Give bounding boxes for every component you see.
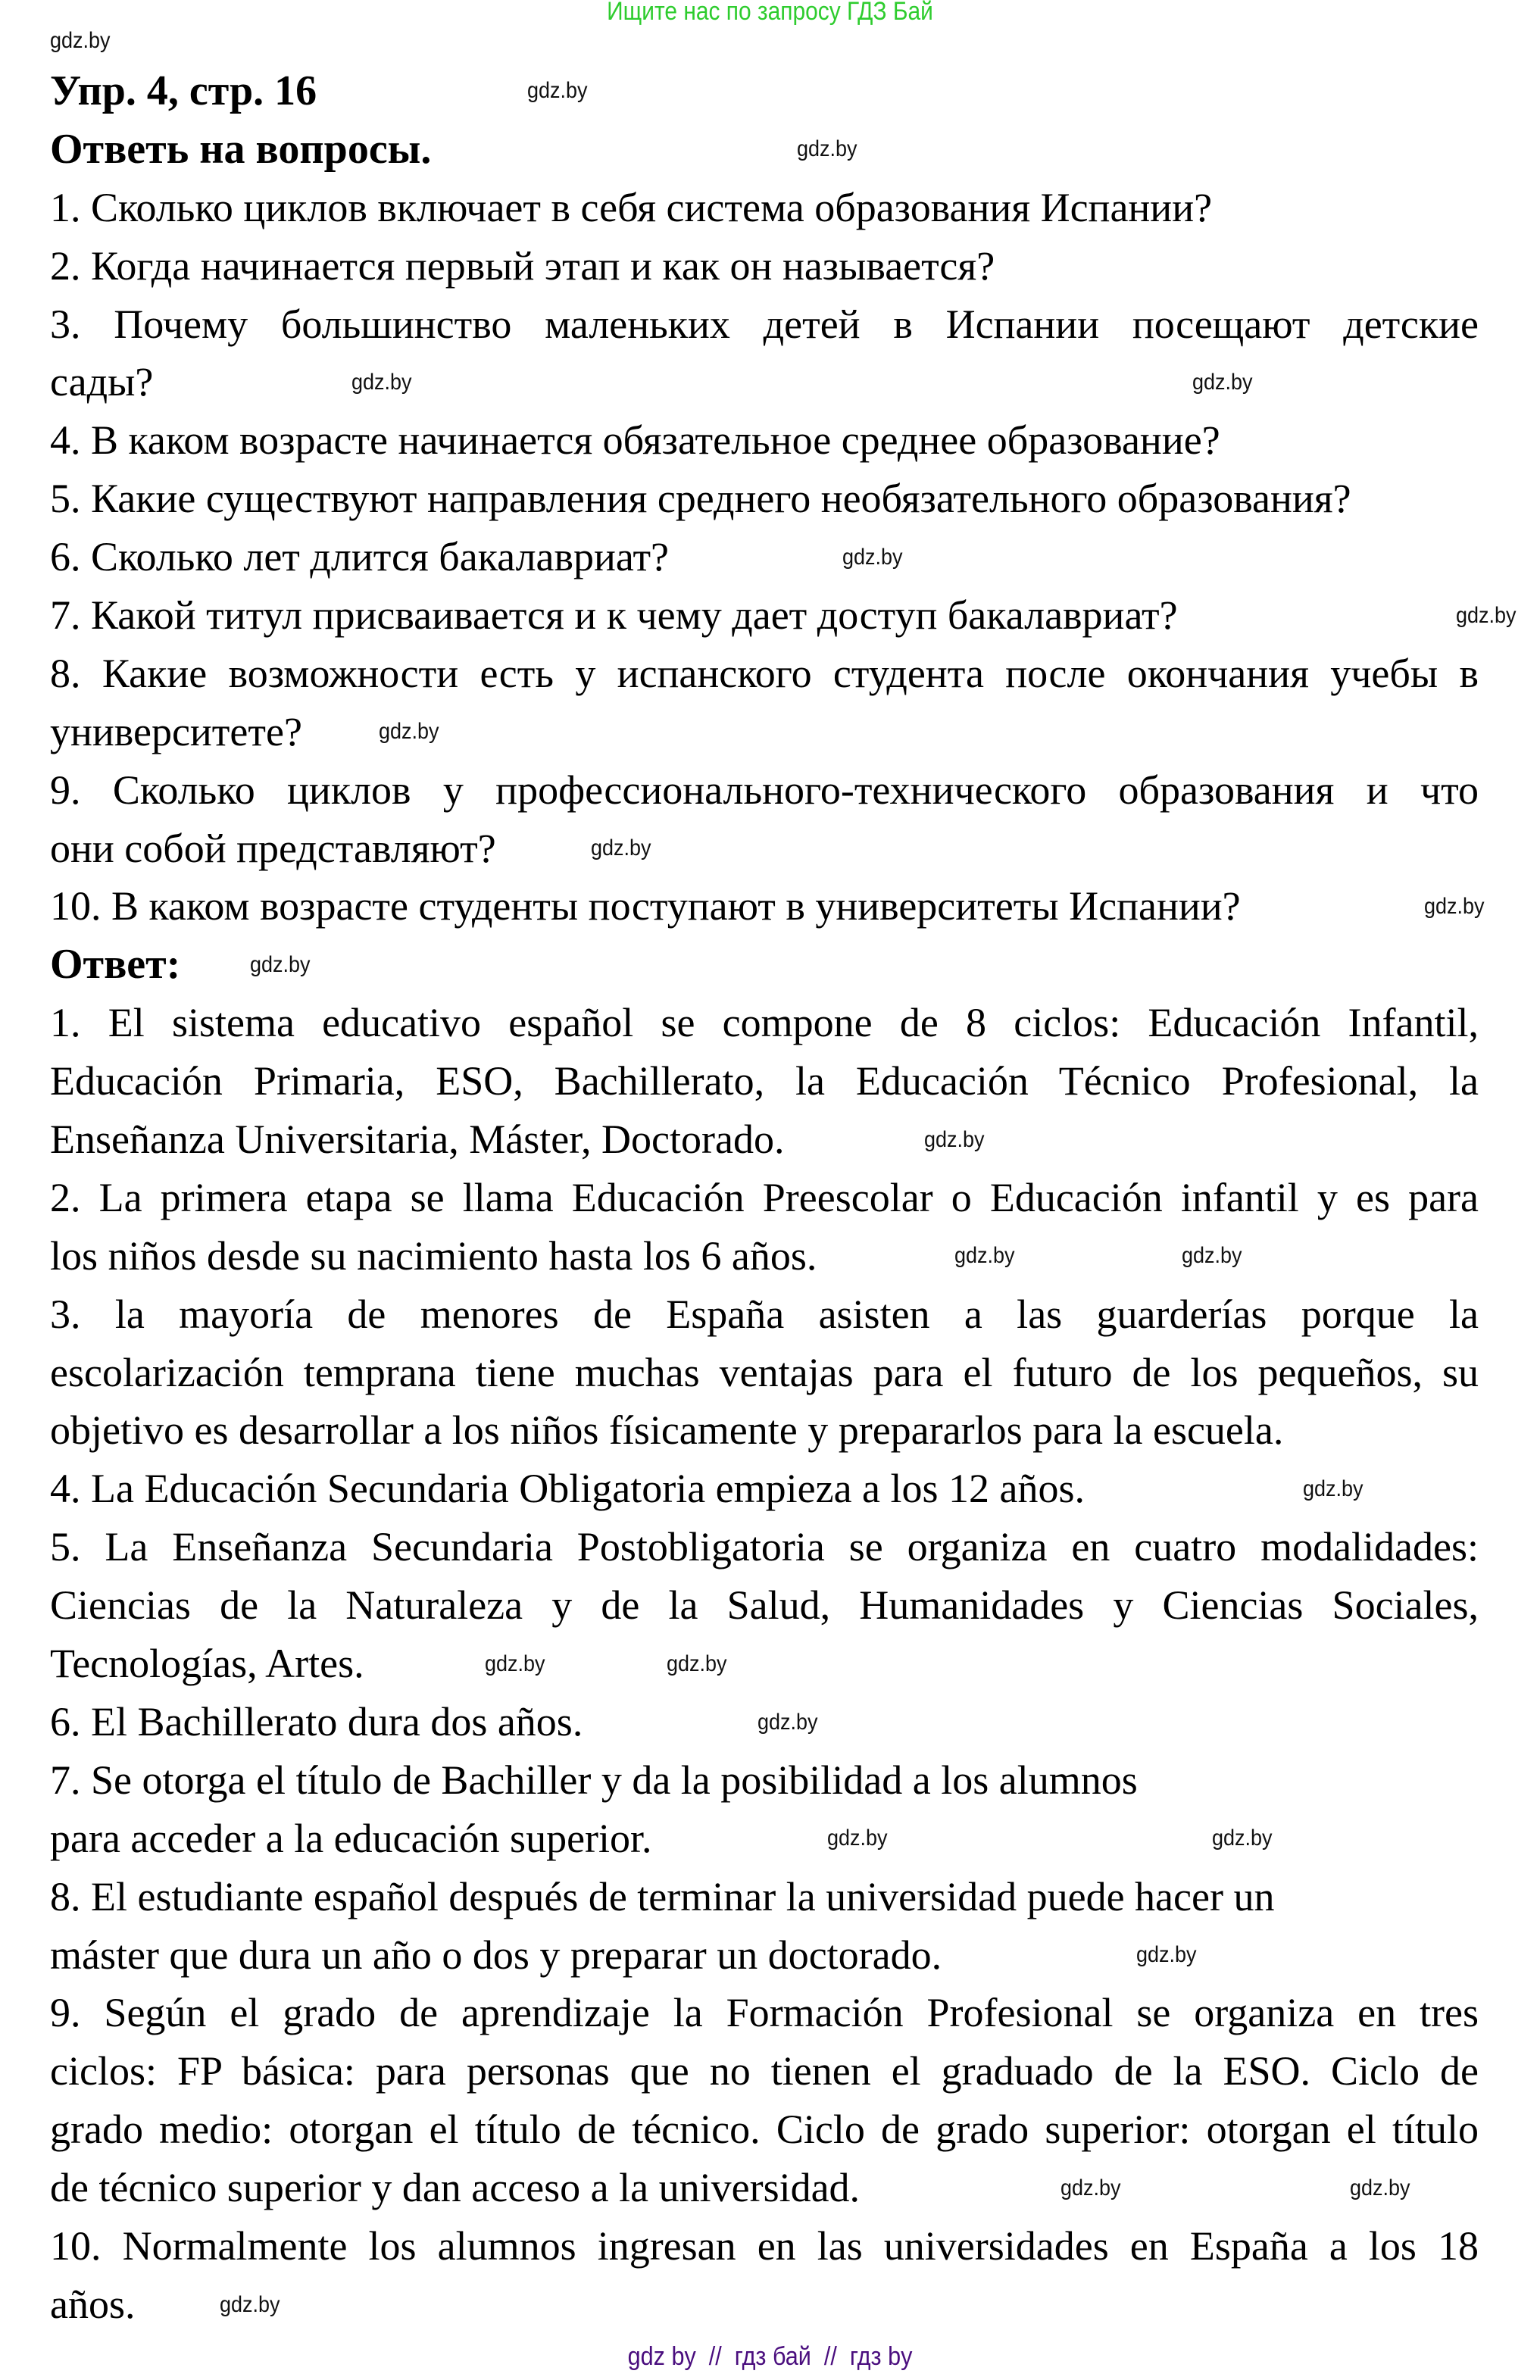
watermark-label: gdz.by bbox=[485, 1651, 545, 1676]
exercise-title: Упр. 4, стр. 16 bbox=[50, 67, 317, 114]
watermark-label: gdz.by bbox=[351, 369, 412, 395]
watermark-label: gdz.by bbox=[591, 835, 651, 861]
question-3-line: 3. Почему большинство маленьких детей в Испании посещают детские bbox=[50, 301, 1479, 347]
answer-10-line: años. bbox=[50, 2281, 136, 2327]
watermark-label: gdz.by bbox=[797, 136, 857, 162]
watermark-label: gdz.by bbox=[379, 719, 439, 745]
watermark-label: gdz.by bbox=[842, 544, 903, 570]
question-8-line: 8. Какие возможности есть у испанского студента после окончания учебы в bbox=[50, 650, 1479, 696]
answer-9-line: ciclos: FP básica: para personas que no tienen el graduado de la ESO. Ciclo de bbox=[50, 2048, 1479, 2094]
answer-9-line: grado medio: otorgan el título de técnico. Ciclo de grado superior: otorgan el título bbox=[50, 2107, 1479, 2153]
answer-8-line: 8. El estudiante español después de terminar la universidad puede hacer un bbox=[50, 1873, 1275, 1919]
answer-3-line: 3. la mayoría de menores de España asisten a las guarderías porque la bbox=[50, 1291, 1479, 1337]
watermark-label: gdz.by bbox=[667, 1651, 727, 1676]
questions-heading: Ответь на вопросы. bbox=[50, 125, 432, 173]
watermark-label: gdz.by bbox=[220, 2291, 280, 2317]
watermark-label: gdz.by bbox=[527, 78, 588, 104]
watermark-label: gdz.by bbox=[1136, 1942, 1197, 1968]
footer-watermark: gdz by // гдз бай // гдз by bbox=[627, 2342, 913, 2371]
answer-6-line: 6. El Bachillerato dura dos años. bbox=[50, 1698, 583, 1744]
search-banner: Ищите нас по запросу ГДЗ Бай bbox=[607, 0, 933, 26]
answer-8-line: máster que dura un año o dos y preparar un doctorado. bbox=[50, 1932, 942, 1978]
watermark-label: gdz.by bbox=[1456, 602, 1517, 628]
question-9-line: они собой представляют? bbox=[50, 825, 496, 871]
question-7-line: 7. Какой титул присваивается и к чему дает доступ бакалавриат? bbox=[50, 592, 1178, 639]
watermark-label: gdz.by bbox=[827, 1826, 888, 1851]
question-2-line: 2. Когда начинается первый этап и как он называется? bbox=[50, 242, 995, 289]
question-10-line: 10. В каком возрасте студенты поступают в университеты Испании? bbox=[50, 883, 1241, 929]
answer-5-line: Ciencias de la Naturaleza y de la Salud, Humanidades y Ciencias Sociales, bbox=[50, 1582, 1479, 1629]
answer-9-line: 9. Según el grado de aprendizaje la Formación Profesional se organiza en tres bbox=[50, 1990, 1479, 2036]
answer-7-line: 7. Se otorga el título de Bachiller y da la posibilidad a los alumnos bbox=[50, 1757, 1138, 1803]
answer-3-line: escolarización temprana tiene muchas ventajas para el futuro de los pequeños, su bbox=[50, 1349, 1479, 1395]
watermark-label: gdz.by bbox=[250, 951, 311, 977]
answer-2-line: 2. La primera etapa se llama Educación Preescolar o Educación infantil y es para bbox=[50, 1174, 1479, 1220]
watermark-label: gdz.by bbox=[1424, 894, 1485, 920]
answer-9-line: de técnico superior y dan acceso a la universidad. bbox=[50, 2165, 861, 2211]
document-body bbox=[50, 62, 1479, 2334]
question-1-line: 1. Сколько циклов включает в себя система образования Испании? bbox=[50, 184, 1213, 230]
answer-1-line: 1. El sistema educativo español se compone de 8 ciclos: Educación Infantil, bbox=[50, 1000, 1479, 1046]
question-5-line: 5. Какие существуют направления среднего необязательного образования? bbox=[50, 476, 1351, 522]
answer-1-line: Enseñanza Universitaria, Máster, Doctorado. bbox=[50, 1117, 785, 1163]
answer-2-line: los niños desde su nacimiento hasta los 6 años. bbox=[50, 1232, 817, 1279]
answer-3-line: objetivo es desarrollar a los niños físicamente y prepararlos para la escuela. bbox=[50, 1407, 1284, 1454]
watermark-label: gdz.by bbox=[954, 1243, 1015, 1269]
answers-heading: Ответ: bbox=[50, 941, 181, 989]
answer-5-line: 5. La Enseñanza Secundaria Postobligatoria se organiza en cuatro modalidades: bbox=[50, 1524, 1479, 1570]
answer-1-line: Educación Primaria, ESO, Bachillerato, la Educación Técnico Profesional, la bbox=[50, 1058, 1479, 1104]
watermark-label: gdz.by bbox=[50, 28, 111, 53]
watermark-label: gdz.by bbox=[924, 1126, 985, 1152]
watermark-label: gdz.by bbox=[1350, 2175, 1410, 2200]
question-6-line: 6. Сколько лет длится бакалавриат? bbox=[50, 534, 670, 580]
watermark-label: gdz.by bbox=[1061, 2175, 1121, 2200]
watermark-label: gdz.by bbox=[758, 1709, 818, 1735]
question-8-line: университете? bbox=[50, 708, 302, 754]
answer-5-line: Tecnologías, Artes. bbox=[50, 1641, 364, 1687]
watermark-label: gdz.by bbox=[1192, 369, 1253, 395]
watermark-label: gdz.by bbox=[1303, 1476, 1364, 1502]
watermark-label: gdz.by bbox=[1182, 1243, 1242, 1269]
answer-10-line: 10. Normalmente los alumnos ingresan en las universidades en España a los 18 bbox=[50, 2222, 1479, 2269]
question-4-line: 4. В каком возрасте начинается обязательное среднее образование? bbox=[50, 417, 1220, 464]
question-9-line: 9. Сколько циклов у профессионального-технического образования и что bbox=[50, 767, 1479, 813]
answer-4-line: 4. La Educación Secundaria Obligatoria empieza a los 12 años. bbox=[50, 1466, 1085, 1512]
question-3-line: сады? bbox=[50, 359, 154, 405]
watermark-label: gdz.by bbox=[1212, 1826, 1273, 1851]
answer-7-line: para acceder a la educación superior. bbox=[50, 1815, 652, 1861]
